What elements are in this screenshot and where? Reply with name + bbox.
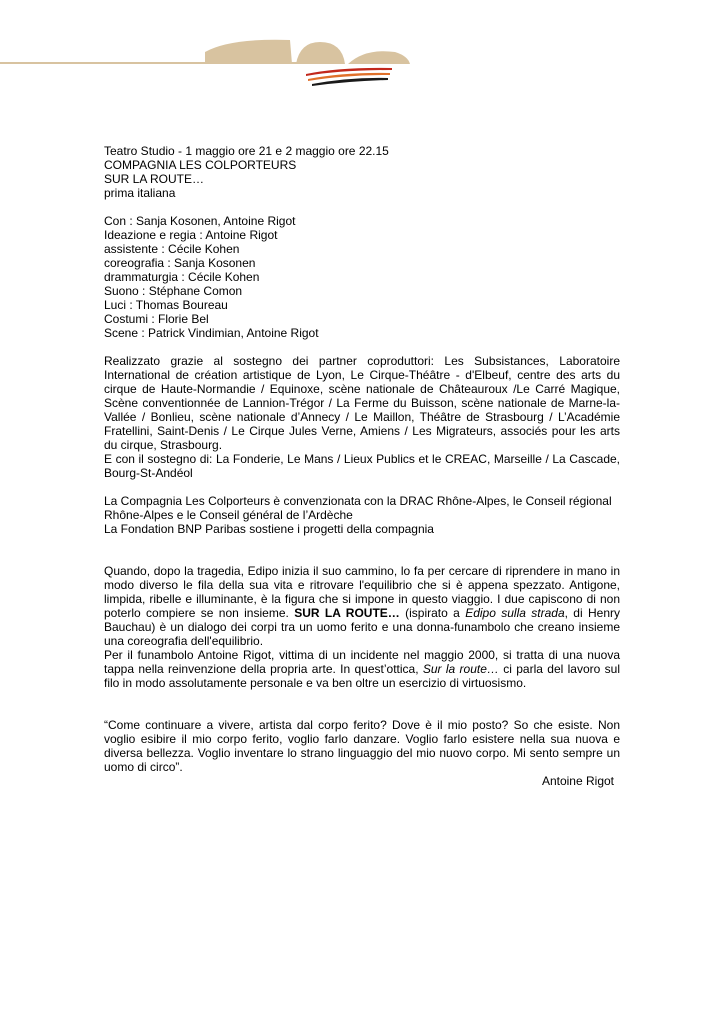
credit-line: Con : Sanja Kosonen, Antoine Rigot — [104, 214, 296, 228]
credit-line: Luci : Thomas Boureau — [104, 298, 228, 312]
credit-line: coreografia : Sanja Kosonen — [104, 256, 256, 270]
description-section — [104, 564, 620, 690]
convention-section — [104, 494, 620, 536]
credit-line: Scene : Patrick Vindimian, Antoine Rigot — [104, 326, 319, 340]
show-title: SUR LA ROUTE… — [104, 172, 205, 186]
description-text: Quando, dopo la tragedia, Edipo inizia il suo cammino, lo fa per cercare di riprendere in mano in modo diverso le fila della sua vita e ritrovare l'equilibrio che si è appena spezzato. Antigone, limpida, ribelle e illuminante, è la figura che si impone in questo viaggio. I due capiscono di non poterlo compiere se non insieme. — [104, 564, 620, 620]
quote-text: “Come continuare a vivere, artista dal corpo ferito? Dove è il mio posto? So che esiste. Non voglio esibire il mio corpo ferito, voglio farlo danzare. Voglio farlo esistere nella sua nuova e diversa bellezza. Voglio inventare lo strano linguaggio del mio nuovo corpo. Mi sento sempre un uomo di circo”. — [104, 718, 620, 774]
quote-author: Antoine Rigot — [541, 774, 614, 788]
show-title-italic: Sur la route… — [422, 662, 499, 676]
credit-line: Costumi : Florie Bel — [104, 312, 209, 326]
credits-list — [104, 214, 620, 340]
company-name: COMPAGNIA LES COLPORTEURS — [104, 158, 297, 172]
description-text: , di Henry Bauchau) è un dialogo dei corpi tra un uomo ferito e una donna-funambolo che creano insieme una coreografia dell'equilibrio. — [104, 606, 621, 648]
logo-stripe-black — [312, 78, 388, 86]
logo-shape-right — [348, 51, 410, 64]
credit-line: Suono : Stéphane Comon — [104, 284, 243, 298]
premiere-note: prima italiana — [104, 186, 176, 200]
quote-section — [104, 718, 620, 788]
logo-shape-left — [205, 40, 292, 64]
support-coproducers: Realizzato grazie al sostegno dei partner coproduttori: Les Subsistances, Laboratoire International de création artistique de Lyon, Le Cirque-Théâtre - d'Elbeuf, centre des arts du cirque de Haute-Normandie / Equinoxe, scène nationale de Châteauroux /Le Carré Magique, Scène conventionnée de Lannion-Trégor / La Ferme du Buisson, scène nationale de Marne-la-Vallée / Bonlieu, scène nationale d’Annecy / Le Maillon, Théâtre de Strasbourg / L’Académie Fratellini, Saint-Denis / Le Cirque Jules Verne, Amiens / Les Migrateurs, associés pour les arts du cirque, Strasbourg. — [104, 354, 620, 452]
credit-line: Ideazione e regia : Antoine Rigot — [104, 228, 278, 242]
event-date: Teatro Studio - 1 maggio ore 21 e 2 maggio ore 22.15 — [104, 144, 389, 158]
credit-line: drammaturgia : Cécile Kohen — [104, 270, 260, 284]
event-header — [104, 144, 620, 200]
book-title: Edipo sulla strada — [465, 606, 565, 620]
support-additional: E con il sostegno di: La Fonderie, Le Mans / Lieux Publics et le CREAC, Marseille / La Cascade, Bourg-St-Andéol — [104, 452, 620, 480]
description-paragraph-1 — [104, 564, 620, 648]
support-section — [104, 354, 620, 480]
description-text: Per il funambolo Antoine Rigot, vittima di un incidente nel maggio 2000, si tratta di una nuova tappa nella reinvenzione della propria arte. In quest’ottica, — [104, 648, 620, 676]
convention-text: La Compagnia Les Colporteurs è convenzionata con la DRAC Rhône-Alpes, le Conseil régional Rhône-Alpes e le Conseil général de l’Ardèche — [104, 494, 612, 522]
foundation-text: La Fondation BNP Paribas sostiene i progetti della compagnia — [104, 522, 434, 536]
credit-line: assistente : Cécile Kohen — [104, 242, 240, 256]
theatre-logo — [0, 30, 724, 90]
description-text: ci parla del lavoro sul filo in modo assolutamente personale e va ben oltre un esercizio di virtuosismo. — [104, 662, 620, 690]
document-body — [104, 144, 620, 788]
logo-shape-mid — [296, 42, 345, 64]
show-title-bold: SUR LA ROUTE… — [294, 606, 400, 620]
description-text: (ispirato a — [399, 606, 466, 620]
description-paragraph-2 — [104, 648, 620, 690]
